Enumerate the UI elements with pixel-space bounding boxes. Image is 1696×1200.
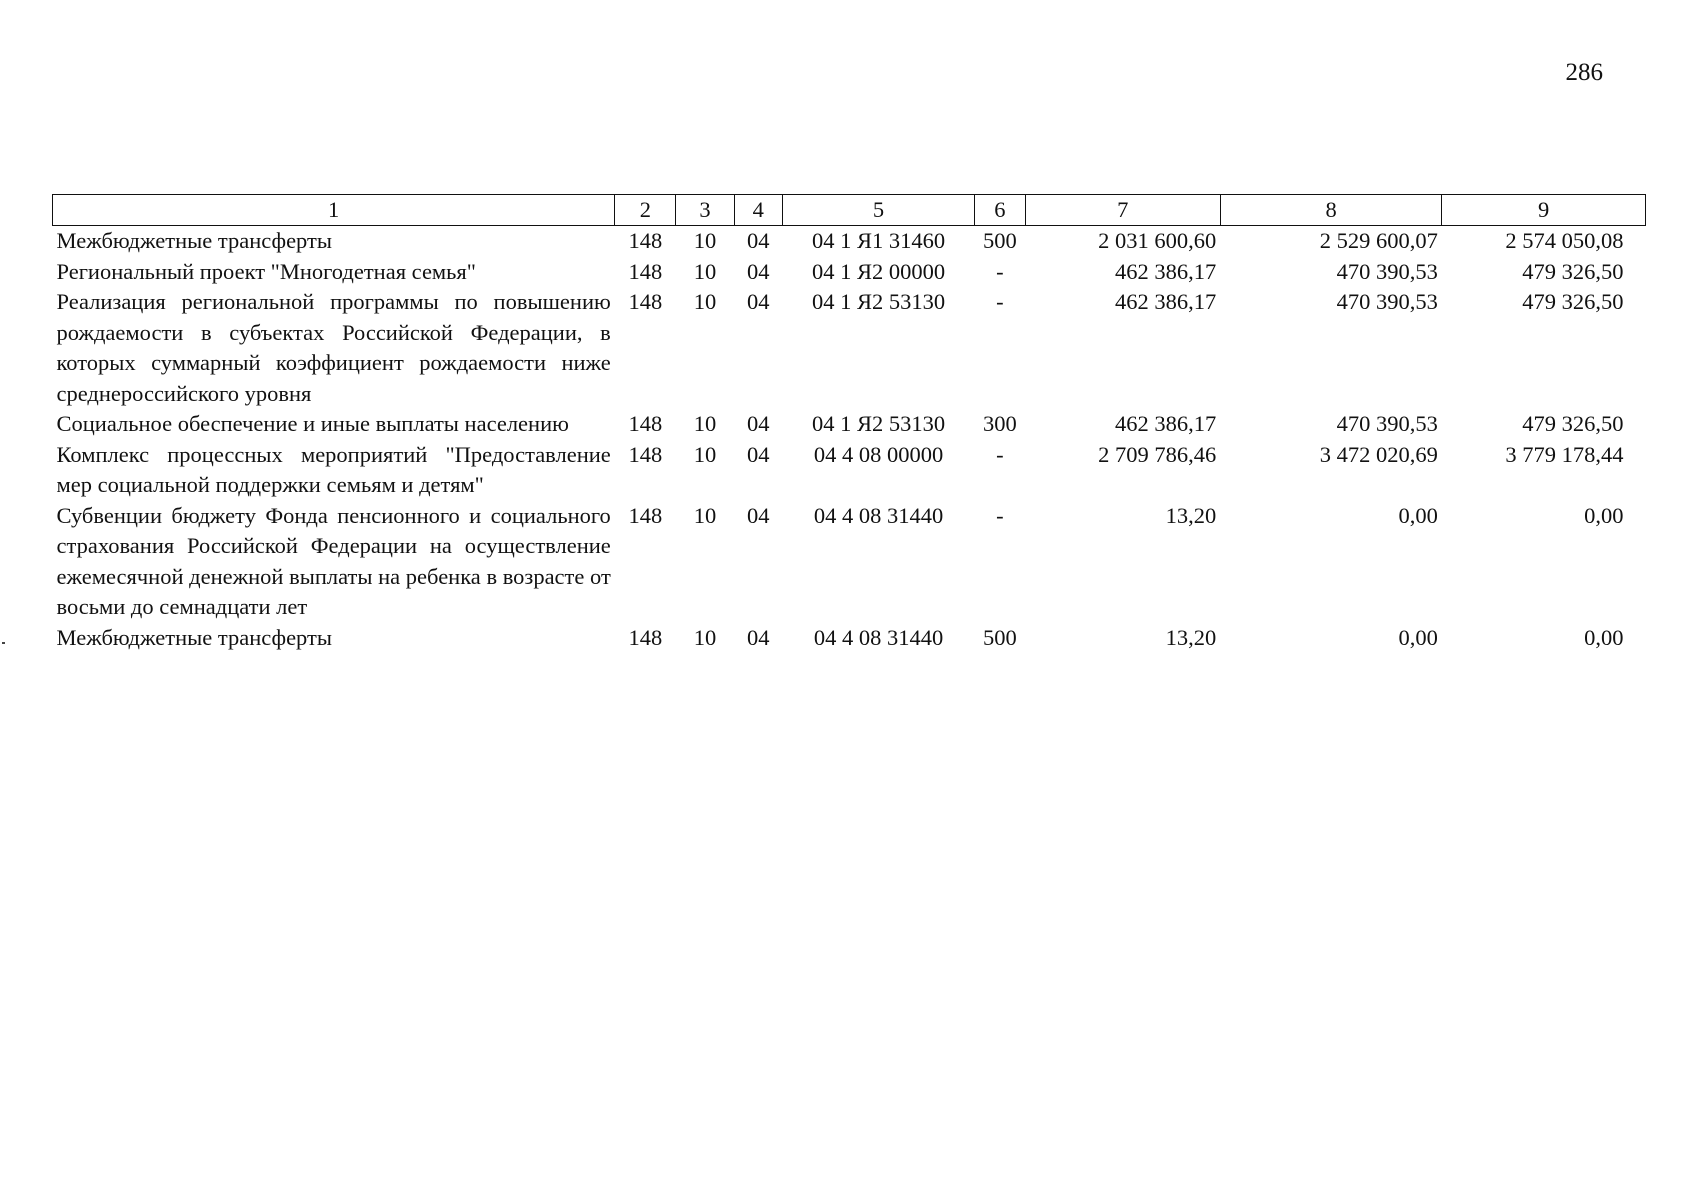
header-row xyxy=(53,195,1646,226)
row-amount-col8: 470 390,53 xyxy=(1336,258,1438,284)
row-subsection: 04 xyxy=(747,411,770,436)
row-section: 10 xyxy=(693,624,717,650)
page-number: 286 xyxy=(1565,59,1603,86)
header-col-5: 5 xyxy=(783,195,975,226)
row-expense-type: 500 xyxy=(982,228,1017,253)
row-amount-col8: 470 390,53 xyxy=(1336,411,1438,436)
row-subsection: 04 xyxy=(747,258,770,284)
row-section: 10 xyxy=(693,502,717,528)
table-row xyxy=(53,501,1646,623)
row-expense-type: - xyxy=(996,502,1004,528)
row-amount-col7: 462 386,17 xyxy=(1115,258,1217,284)
row-target-code: 04 4 08 31440 xyxy=(813,502,944,528)
row-amount-col7: 2 031 600,60 xyxy=(1098,228,1217,253)
row-section: 10 xyxy=(693,411,717,436)
row-subsection: 04 xyxy=(747,228,770,253)
row-expense-type: - xyxy=(996,258,1004,284)
scan-mark xyxy=(2,642,5,644)
header-col-8: 8 xyxy=(1220,195,1442,226)
row-expense-type: - xyxy=(996,289,1004,314)
table-row xyxy=(53,623,1646,654)
row-target-code: 04 1 Я2 53130 xyxy=(811,289,946,314)
row-amount-col9: 3 779 178,44 xyxy=(1505,441,1624,467)
row-expense-type: 500 xyxy=(982,624,1017,650)
table-row xyxy=(53,440,1646,501)
row-ministry: 148 xyxy=(628,228,663,253)
row-target-code: 04 1 Я2 00000 xyxy=(811,258,946,284)
row-amount-col9: 479 326,50 xyxy=(1522,411,1624,436)
header-col-3: 3 xyxy=(676,195,734,226)
row-name: Межбюджетные трансферты xyxy=(56,624,332,650)
row-expense-type: - xyxy=(996,441,1004,467)
row-subsection: 04 xyxy=(747,502,770,528)
row-section: 10 xyxy=(693,228,717,253)
row-ministry: 148 xyxy=(628,502,663,528)
row-amount-col7: 462 386,17 xyxy=(1115,411,1217,436)
row-name: Субвенции бюджету Фонда пенсионного и социального страхования Российской Федерации на осуществление ежемесячной денежной выплаты на ребенка в возрасте от восьми до семнадцати лет xyxy=(56,502,611,619)
row-name: Реализация региональной программы по повышению рождаемости в субъектах Российской Федерации, в которых суммарный коэффициент рождаемости ниже среднероссийского уровня xyxy=(56,289,611,406)
table-row xyxy=(53,257,1646,288)
table-row xyxy=(53,287,1646,409)
row-target-code: 04 4 08 00000 xyxy=(813,441,944,467)
row-subsection: 04 xyxy=(747,289,770,314)
row-section: 10 xyxy=(693,441,717,467)
row-ministry: 148 xyxy=(628,411,663,436)
row-amount-col8: 0,00 xyxy=(1398,624,1438,650)
header-col-6: 6 xyxy=(975,195,1026,226)
row-ministry: 148 xyxy=(628,289,663,314)
header-col-7: 7 xyxy=(1025,195,1220,226)
row-target-code: 04 1 Я1 31460 xyxy=(811,228,946,253)
row-ministry: 148 xyxy=(628,258,663,284)
row-amount-col8: 3 472 020,69 xyxy=(1319,441,1438,467)
row-subsection: 04 xyxy=(747,624,770,650)
header-col-9: 9 xyxy=(1442,195,1646,226)
row-ministry: 148 xyxy=(628,624,663,650)
row-amount-col7: 13,20 xyxy=(1165,502,1217,528)
row-expense-type: 300 xyxy=(982,411,1017,436)
row-amount-col7: 462 386,17 xyxy=(1115,289,1217,314)
row-amount-col9: 479 326,50 xyxy=(1522,289,1624,314)
row-amount-col7: 13,20 xyxy=(1165,624,1217,650)
row-amount-col7: 2 709 786,46 xyxy=(1098,441,1217,467)
table-header xyxy=(53,195,1646,226)
table-row xyxy=(53,409,1646,440)
row-amount-col9: 0,00 xyxy=(1584,502,1624,528)
table-body xyxy=(53,226,1646,654)
row-ministry: 148 xyxy=(628,441,663,467)
row-amount-col8: 470 390,53 xyxy=(1336,289,1438,314)
row-target-code: 04 1 Я2 53130 xyxy=(811,411,946,436)
row-target-code: 04 4 08 31440 xyxy=(813,624,944,650)
row-amount-col9: 479 326,50 xyxy=(1522,258,1624,284)
row-amount-col8: 2 529 600,07 xyxy=(1319,228,1438,253)
row-name: Межбюджетные трансферты xyxy=(56,228,332,253)
row-name: Комплекс процессных мероприятий "Предоставление мер социальной поддержки семьям и детям" xyxy=(56,441,611,497)
table-row xyxy=(53,226,1646,257)
row-name: Региональный проект "Многодетная семья" xyxy=(56,258,476,284)
row-amount-col8: 0,00 xyxy=(1398,502,1438,528)
header-col-4: 4 xyxy=(734,195,783,226)
header-col-2: 2 xyxy=(615,195,676,226)
row-section: 10 xyxy=(693,289,717,314)
row-section: 10 xyxy=(693,258,717,284)
budget-table xyxy=(52,194,1646,653)
row-subsection: 04 xyxy=(747,441,770,467)
header-col-1: 1 xyxy=(53,195,615,226)
row-name: Социальное обеспечение и иные выплаты населению xyxy=(56,411,569,436)
row-amount-col9: 0,00 xyxy=(1584,624,1624,650)
row-amount-col9: 2 574 050,08 xyxy=(1505,228,1624,253)
